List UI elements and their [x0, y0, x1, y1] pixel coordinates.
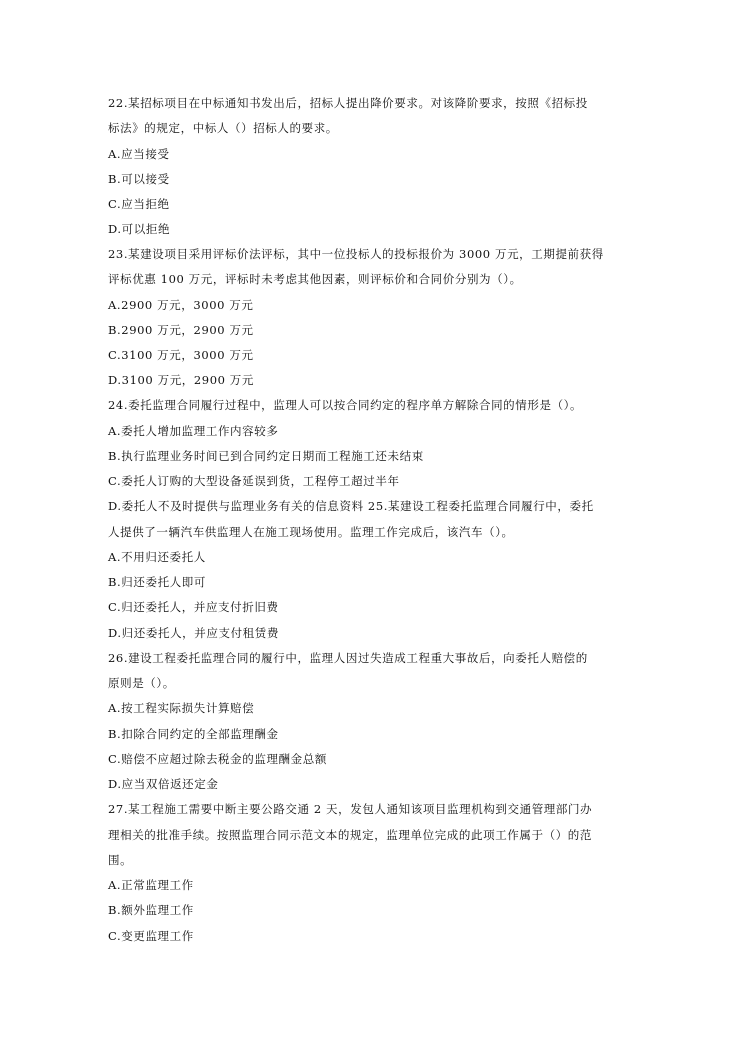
option-line: D.3100 万元，2900 万元 [108, 373, 255, 387]
option-line: C.归还委托人，并应支付折旧费 [108, 600, 279, 614]
option-line: A.应当接受 [108, 147, 170, 161]
option-line: A.不用归还委托人 [108, 550, 206, 564]
option-line: D.委托人不及时提供与监理业务有关的信息资料 25.某建设工程委托监理合同履行中，委托 [108, 499, 594, 513]
question-25-line-2: 人提供了一辆汽车供监理人在施工现场使用。监理工作完成后，该汽车（）。 [108, 525, 514, 539]
question-23-line-2: 评标优惠 100 万元，评标时未考虑其他因素，则评标价和合同价分别为（）。 [108, 272, 522, 286]
option-line: C.委托人订购的大型设备延误到货，工程停工超过半年 [108, 474, 400, 488]
question-27-line-1: 27.某工程施工需要中断主要公路交通 2 天，发包人通知该项目监理机构到交通管理部门办 [108, 802, 593, 816]
option-line: B.额外监理工作 [108, 903, 194, 917]
option-line: C.应当拒绝 [108, 197, 170, 211]
option-line: A.按工程实际损失计算赔偿 [108, 701, 255, 715]
question-23-line-1: 23.某建设项目采用评标价法评标，其中一位投标人的投标报价为 3000 万元，工期提前获得 [108, 247, 604, 261]
question-26-line-1: 26.建设工程委托监理合同的履行中，监理人因过失造成工程重大事故后，向委托人赔偿的 [108, 651, 588, 665]
question-27-line-2: 理相关的批准手续。按照监理合同示范文本的规定，监理单位完成的此项工作属于（）的范 [108, 828, 592, 842]
question-22-line-2: 标法》的规定，中标人（）招标人的要求。 [108, 121, 338, 135]
option-line: C.变更监理工作 [108, 929, 194, 943]
option-line: C.赔偿不应超过除去税金的监理酬金总额 [108, 752, 327, 766]
option-line: C.3100 万元，3000 万元 [108, 348, 254, 362]
question-27-line-3: 围。 [108, 853, 133, 867]
question-26-line-2: 原则是（）。 [108, 676, 175, 690]
option-line: B.2900 万元，2900 万元 [108, 323, 254, 337]
option-line: B.归还委托人即可 [108, 575, 207, 589]
option-line: B.可以接受 [108, 172, 170, 186]
question-22-line-1: 22.某招标项目在中标通知书发出后，招标人提出降价要求。对该降阶要求，按照《招标投 [108, 96, 588, 110]
option-line: A.2900 万元，3000 万元 [108, 298, 254, 312]
option-line: D.应当双倍返还定金 [108, 777, 219, 791]
option-line: B.执行监理业务时间已到合同约定日期而工程施工还未结束 [108, 449, 424, 463]
option-line: D.归还委托人，并应支付租赁费 [108, 626, 279, 640]
option-line: A.正常监理工作 [108, 878, 194, 892]
option-line: B.扣除合同约定的全部监理酬金 [108, 727, 279, 741]
question-24-line-1: 24.委托监理合同履行过程中，监理人可以按合同约定的程序单方解除合同的情形是（）。 [108, 398, 583, 412]
option-line: D.可以拒绝 [108, 222, 171, 236]
option-line: A.委托人增加监理工作内容较多 [108, 424, 279, 438]
